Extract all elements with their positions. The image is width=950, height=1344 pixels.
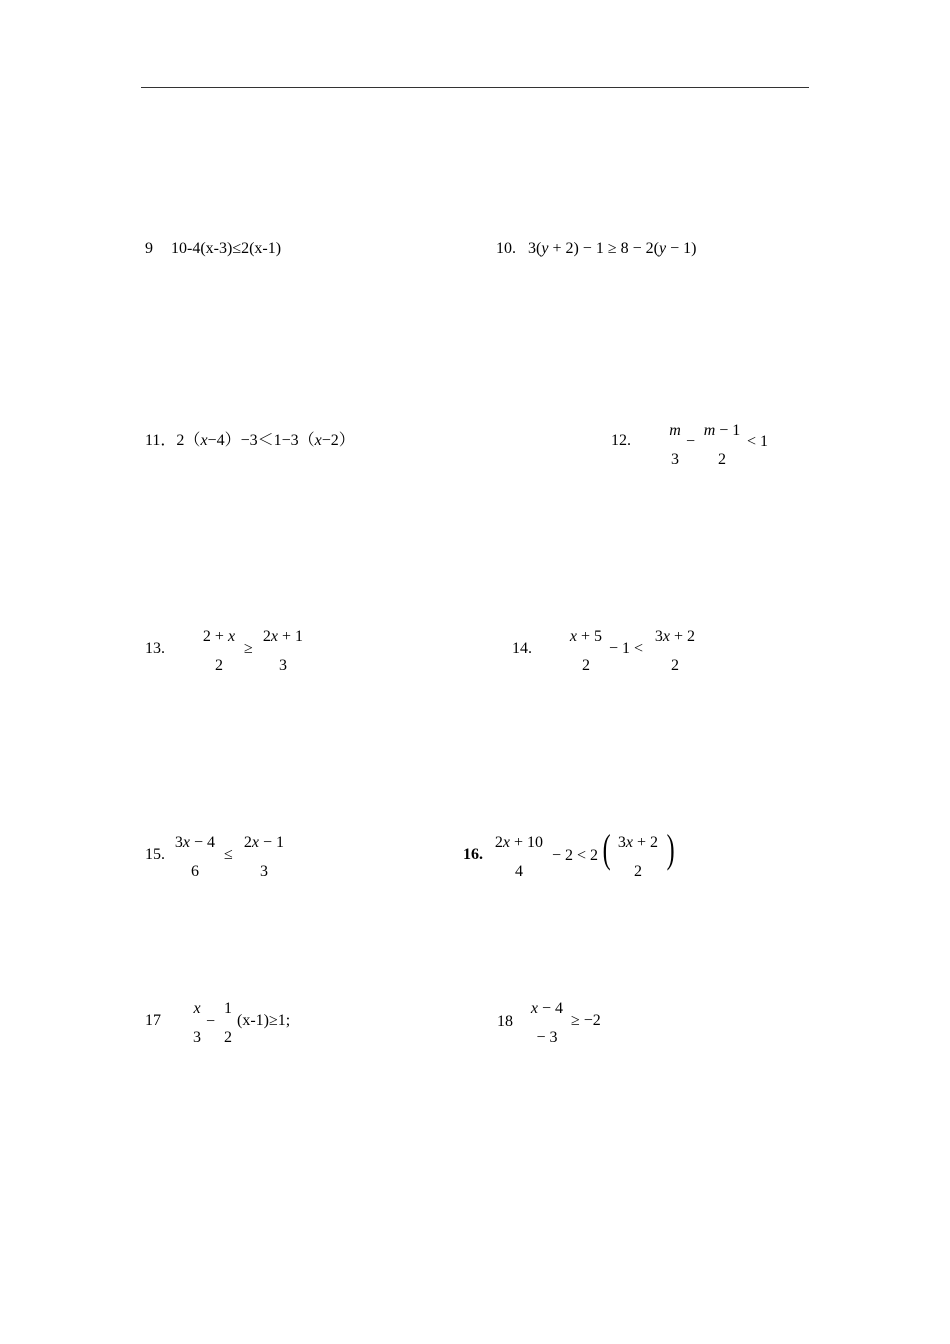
denominator: 6: [191, 863, 199, 880]
inequality-part: 3(: [528, 240, 542, 257]
inequality-part: 2（: [176, 432, 201, 449]
numerator-variable: m: [703, 422, 716, 439]
numerator: x: [193, 1000, 201, 1017]
fraction-1: [665, 423, 685, 468]
inequality-part: −4）−3＜1−3（: [207, 432, 315, 449]
operator: − 1 <: [609, 640, 644, 657]
numerator-part: 2: [494, 834, 503, 851]
inequality-part: − 1): [670, 240, 697, 257]
problem-number: 12.: [611, 432, 631, 449]
numerator-variable: x: [569, 628, 578, 645]
fraction-1: [189, 1001, 205, 1046]
denominator: 2: [582, 657, 590, 674]
operator: ≥: [244, 640, 253, 657]
problem-number: 14.: [512, 640, 532, 657]
numerator-part: 3: [617, 834, 626, 851]
numerator-variable: x: [662, 628, 671, 645]
numerator-variable: x: [270, 628, 279, 645]
numerator-variable: x: [530, 1000, 539, 1017]
header-rule: [141, 87, 809, 88]
operator: − 2 < 2: [552, 847, 599, 864]
numerator-part: + 5: [577, 628, 603, 645]
problem-11: [145, 433, 355, 449]
fraction-1: [566, 629, 606, 674]
numerator-part: − 4: [538, 1000, 564, 1017]
numerator-part: 2: [243, 834, 252, 851]
numerator-variable: x: [625, 834, 634, 851]
denominator: − 3: [536, 1029, 558, 1046]
fraction-2: [239, 835, 289, 880]
inequality: 10-4(x-3)≤2(x-1): [171, 240, 282, 257]
variable-y: y: [658, 240, 667, 257]
numerator-part: + 2: [633, 834, 659, 851]
denominator: 3: [279, 657, 287, 674]
fraction-1: [526, 1001, 568, 1046]
fraction-2: [612, 835, 664, 880]
numerator-part: + 2: [670, 628, 696, 645]
inequality-part: + 2) − 1 ≥ 8 − 2(: [552, 240, 659, 257]
fraction-2: [220, 1001, 236, 1046]
numerator-part: − 4: [190, 834, 216, 851]
variable-x: x: [314, 432, 322, 449]
problem-number: 10.: [496, 240, 516, 257]
inequality-tail: (x-1)≥1;: [237, 1012, 291, 1029]
numerator-part: + 1: [278, 628, 304, 645]
numerator-part: − 1: [259, 834, 285, 851]
denominator: 3: [671, 451, 679, 468]
numerator-variable: x: [502, 834, 511, 851]
denominator: 2: [215, 657, 223, 674]
denominator: 2: [224, 1029, 232, 1046]
operator: ≥ −2: [571, 1012, 601, 1029]
problem-number: 15.: [145, 846, 165, 863]
denominator: 2: [634, 863, 642, 880]
fraction-1: [170, 835, 220, 880]
numerator: m: [669, 422, 681, 439]
problem-number: 9: [145, 240, 153, 257]
fraction-2: [259, 629, 307, 674]
problem-number: 17: [145, 1012, 161, 1029]
numerator-rest: − 1: [715, 422, 741, 439]
denominator: 2: [671, 657, 679, 674]
problem-10: [496, 241, 696, 257]
numerator-part: + 10: [510, 834, 544, 851]
fraction-1: [490, 835, 548, 880]
variable-y: y: [541, 240, 549, 257]
numerator-variable: x: [227, 628, 236, 645]
problem-9: [145, 241, 281, 257]
denominator: 3: [193, 1029, 201, 1046]
fraction-1: [199, 629, 239, 674]
numerator-part: 2: [262, 628, 271, 645]
numerator-part: 2 +: [202, 628, 228, 645]
fraction-2: [701, 423, 743, 468]
numerator-part: 3: [174, 834, 183, 851]
right-paren: ): [666, 826, 675, 871]
operator: −: [206, 1013, 216, 1030]
denominator: 4: [515, 863, 523, 880]
denominator: 2: [718, 451, 726, 468]
problem-number: 18: [497, 1013, 513, 1030]
numerator: 1: [224, 1000, 232, 1017]
fraction-2: [650, 629, 700, 674]
problem-number: 11．: [145, 432, 177, 449]
operator: ≤: [224, 846, 233, 863]
inequality-tail: < 1: [747, 433, 769, 450]
problem-number: 16.: [463, 846, 483, 863]
operator: −: [686, 433, 696, 450]
problem-number: 13.: [145, 640, 165, 657]
numerator-variable: x: [251, 834, 260, 851]
numerator-variable: x: [182, 834, 191, 851]
variable-x: x: [200, 432, 208, 449]
inequality-part: −2）: [321, 432, 355, 449]
numerator-part: 3: [654, 628, 663, 645]
denominator: 3: [260, 863, 268, 880]
left-paren: (: [602, 826, 611, 871]
